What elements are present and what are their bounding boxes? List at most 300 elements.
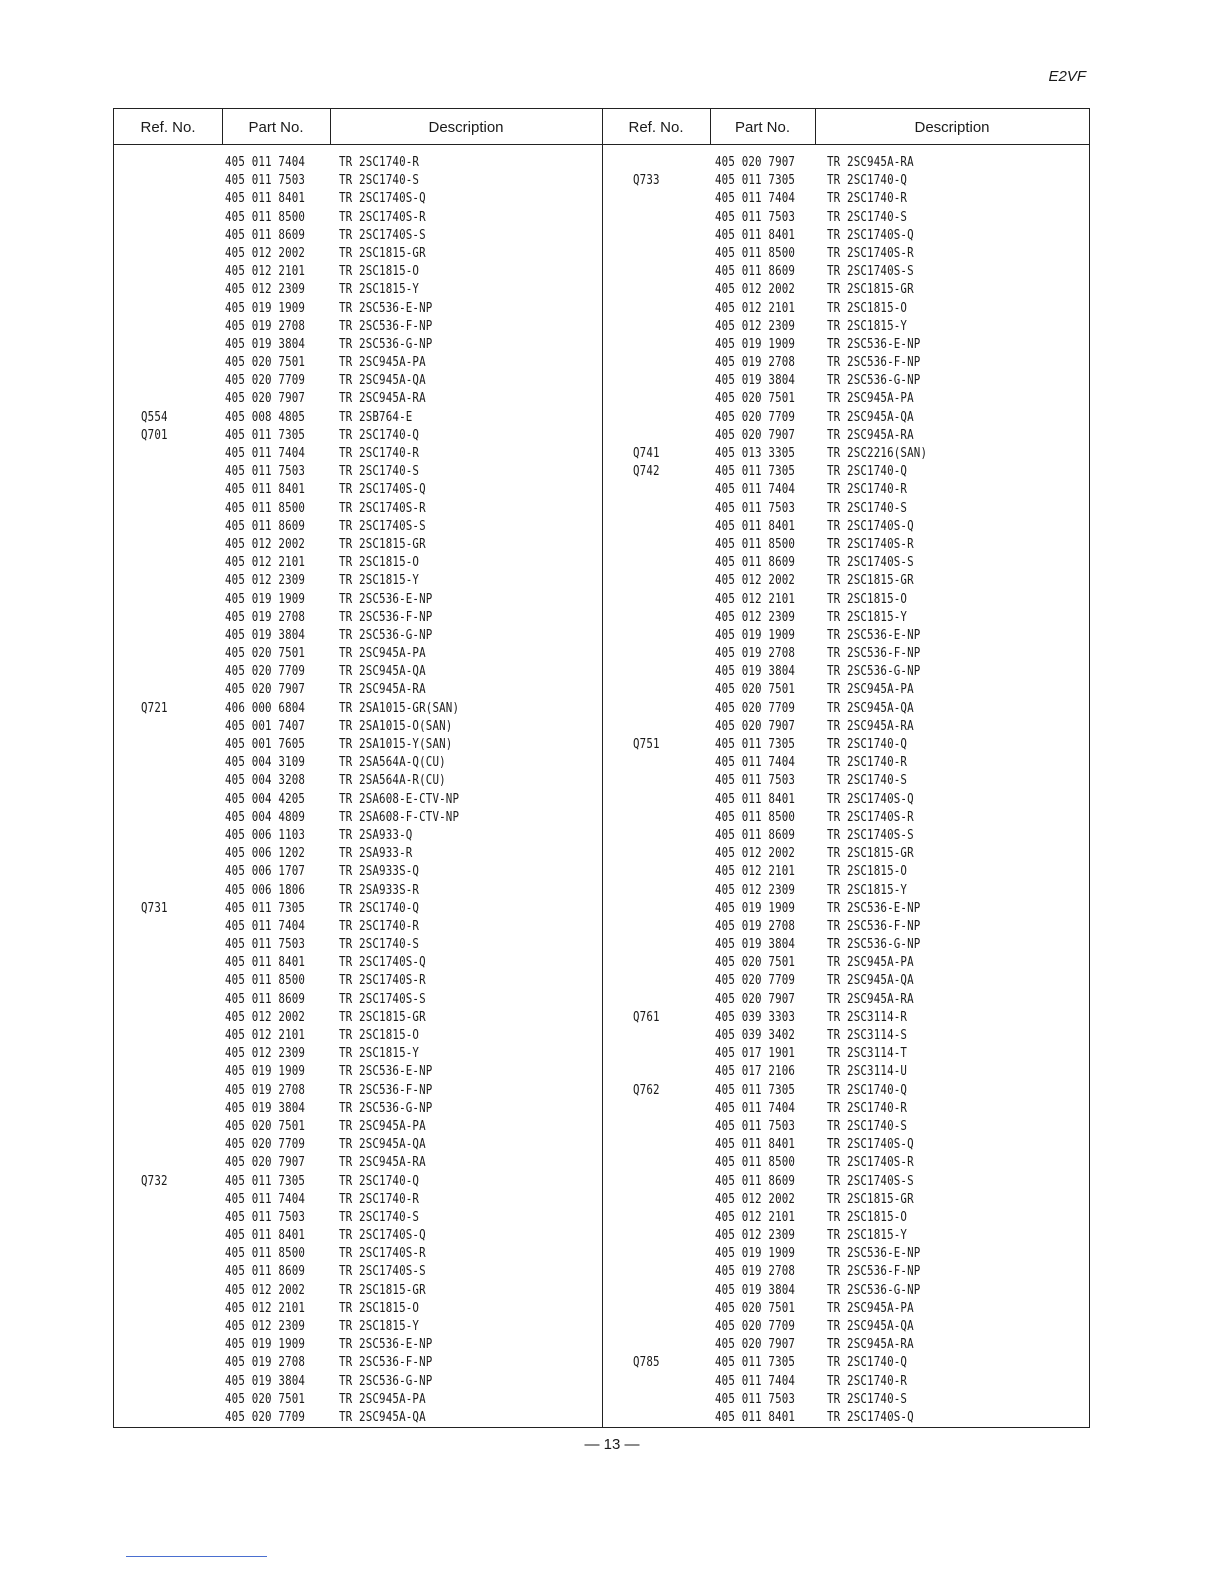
part-no-cell: 405 012 2002 <box>715 846 796 862</box>
description-cell: TR 2SC536-E-NP <box>339 1337 433 1353</box>
ref-no-cell <box>633 1045 660 1063</box>
ref-no-cell <box>141 1045 168 1063</box>
part-no-cell: 405 006 1103 <box>225 827 306 843</box>
description-cell: TR 2SC945A-PA <box>827 682 914 698</box>
description-cell: TR 2SA608-F-CTV-NP <box>339 809 460 825</box>
ref-no-cell <box>141 882 168 900</box>
description-cell: TR 2SC1740-R <box>827 1373 908 1389</box>
description-cell: TR 2SC1740S-S <box>339 991 426 1007</box>
ref-no-cell <box>633 300 660 318</box>
part-no-cell: 405 012 2101 <box>715 300 796 316</box>
part-no-cell: 405 019 3804 <box>715 664 796 680</box>
ref-no-cell <box>633 845 660 863</box>
ref-no-cell <box>141 918 168 936</box>
description-cell: TR 2SC945A-RA <box>827 718 914 734</box>
ref-no-cell <box>141 281 168 299</box>
right-ref-column <box>633 154 666 1427</box>
part-no-cell: 405 020 7709 <box>715 1319 796 1334</box>
ref-no-cell <box>141 1318 168 1336</box>
description-cell: TR 2SC1740S-Q <box>339 191 426 207</box>
part-no-cell: 405 019 1909 <box>225 300 306 316</box>
description-cell: TR 2SC1740-R <box>827 482 908 498</box>
description-cell: TR 2SC945A-QA <box>827 700 914 716</box>
description-cell: TR 2SC1740-Q <box>339 427 420 443</box>
part-no-cell: 405 012 2002 <box>715 573 796 589</box>
ref-no-cell <box>633 209 660 227</box>
description-cell: TR 2SC1740-S <box>339 173 420 189</box>
description-cell: TR 2SC1740-R <box>827 755 908 771</box>
ref-no-cell <box>141 627 168 645</box>
description-cell: TR 2SC1740S-Q <box>827 1137 914 1153</box>
part-no-cell: 405 011 7503 <box>225 464 306 480</box>
part-no-cell: 405 011 7305 <box>715 737 796 752</box>
part-no-cell: 405 020 7501 <box>715 1300 796 1316</box>
ref-no-cell <box>633 1191 660 1209</box>
description-cell: TR 2SA933S-Q <box>339 864 420 880</box>
ref-no-cell <box>141 827 168 845</box>
ref-no-cell <box>141 300 168 318</box>
ref-no-cell <box>633 936 660 954</box>
description-cell: TR 2SC1740S-Q <box>827 518 914 534</box>
description-cell: TR 2SC1815-O <box>827 864 908 880</box>
description-cell: TR 2SC1815-O <box>339 1028 420 1043</box>
description-cell: TR 2SA564A-Q(CU) <box>339 755 446 771</box>
ref-no-cell <box>633 481 660 499</box>
description-cell: TR 2SA1015-GR(SAN) <box>339 700 460 716</box>
ref-no-cell <box>633 645 660 663</box>
description-cell: TR 2SC1815-O <box>827 300 908 316</box>
ref-no-cell <box>141 1154 168 1172</box>
ref-no-cell <box>633 409 660 427</box>
part-no-cell: 405 011 8609 <box>715 264 796 280</box>
part-no-cell: 405 020 7907 <box>225 391 306 407</box>
ref-no-cell <box>633 1282 660 1300</box>
description-cell: TR 2SC1740-Q <box>827 1082 908 1098</box>
part-no-cell: 405 011 8500 <box>225 973 306 989</box>
ref-no-cell <box>633 1336 660 1354</box>
ref-no-cell <box>633 190 660 208</box>
ref-no-cell <box>141 845 168 863</box>
header-description-left: Description <box>428 119 504 136</box>
ref-no-cell <box>633 500 660 518</box>
description-cell: TR 2SC1740-Q <box>827 1355 908 1371</box>
part-no-cell: 405 011 8500 <box>225 500 306 516</box>
part-no-cell: 405 011 7503 <box>715 500 796 516</box>
description-cell: TR 2SC1740S-S <box>827 264 914 280</box>
part-no-cell: 405 012 2309 <box>225 573 306 589</box>
description-cell: TR 2SC1740-S <box>339 1209 420 1225</box>
part-no-cell: 405 020 7501 <box>715 391 796 407</box>
part-no-cell: 405 011 7404 <box>715 482 796 498</box>
part-no-cell: 405 019 1909 <box>715 336 796 352</box>
description-cell: TR 2SC945A-PA <box>339 646 426 662</box>
part-no-cell: 405 020 7709 <box>225 664 306 680</box>
description-cell: TR 2SC1740S-Q <box>827 227 914 243</box>
description-cell: TR 2SC1740S-R <box>339 973 426 989</box>
part-no-cell: 405 011 8500 <box>715 245 796 261</box>
ref-no-cell <box>633 827 660 845</box>
description-cell: TR 2SC536-F-NP <box>339 609 433 625</box>
ref-no-cell <box>633 518 660 536</box>
part-no-cell: 405 012 2002 <box>715 282 796 298</box>
ref-no-cell: Q741 <box>633 446 660 461</box>
ref-no-cell <box>633 972 660 990</box>
ref-no-cell <box>141 754 168 772</box>
ref-no-cell <box>633 772 660 790</box>
part-no-cell: 405 019 1909 <box>225 1337 306 1353</box>
header-part-no-left: Part No. <box>248 119 304 136</box>
part-no-cell: 405 011 8401 <box>225 1228 306 1244</box>
part-no-cell: 406 000 6804 <box>225 700 306 716</box>
part-no-cell: 405 012 2309 <box>225 1046 306 1062</box>
ref-no-cell <box>141 245 168 263</box>
part-no-cell: 405 011 8401 <box>225 191 306 207</box>
header-description-right: Description <box>914 119 990 136</box>
part-no-cell: 405 011 8609 <box>225 1264 306 1280</box>
model-code: E2VF <box>1048 68 1086 85</box>
part-no-cell: 405 011 7305 <box>715 464 796 480</box>
ref-no-cell <box>141 172 168 190</box>
part-no-cell: 405 011 8500 <box>715 536 796 552</box>
description-cell: TR 2SC1740-Q <box>339 900 420 916</box>
description-cell: TR 2SC945A-QA <box>339 664 426 680</box>
description-cell: TR 2SC1740-Q <box>339 1173 420 1189</box>
description-cell: TR 2SC1815-Y <box>339 1319 420 1334</box>
description-cell: TR 2SC1740-S <box>827 1118 908 1134</box>
description-cell: TR 2SC536-F-NP <box>827 646 921 662</box>
description-cell: TR 2SC1740S-Q <box>339 482 426 498</box>
part-no-cell: 405 020 7709 <box>225 1409 306 1425</box>
ref-no-cell <box>141 663 168 681</box>
ref-no-cell <box>141 1082 168 1100</box>
part-no-cell: 405 011 7503 <box>225 173 306 189</box>
description-cell: TR 2SC1740-S <box>827 500 908 516</box>
part-no-cell: 405 011 8401 <box>715 227 796 243</box>
ref-no-cell <box>141 1373 168 1391</box>
part-no-cell: 405 012 2002 <box>225 245 306 261</box>
ref-no-cell <box>141 209 168 227</box>
description-cell: TR 2SC1740S-R <box>339 209 426 225</box>
ref-no-cell <box>633 1136 660 1154</box>
description-cell: TR 2SC1740-S <box>339 937 420 953</box>
part-no-cell: 405 020 7907 <box>715 1337 796 1353</box>
part-no-cell: 405 039 3402 <box>715 1028 796 1043</box>
part-no-cell: 405 011 7503 <box>715 1118 796 1134</box>
ref-no-cell <box>633 318 660 336</box>
part-no-cell: 405 019 3804 <box>715 373 796 389</box>
right-part-column <box>715 154 813 1427</box>
part-no-cell: 405 004 4205 <box>225 791 306 807</box>
part-no-cell: 405 020 7501 <box>715 955 796 971</box>
description-cell: TR 2SA1015-Y(SAN) <box>339 737 453 752</box>
description-cell: TR 2SC1740-R <box>339 1191 420 1207</box>
description-cell: TR 2SC1740-Q <box>827 464 908 480</box>
ref-no-cell <box>633 809 660 827</box>
header-ref-no-right: Ref. No. <box>628 119 684 136</box>
part-no-cell: 405 011 7305 <box>225 427 306 443</box>
ref-no-cell <box>141 572 168 590</box>
part-no-cell: 405 011 7305 <box>715 1355 796 1371</box>
description-cell: TR 2SC536-F-NP <box>339 318 433 334</box>
description-cell: TR 2SC1815-Y <box>827 318 908 334</box>
ref-no-cell <box>633 1409 660 1427</box>
description-cell: TR 2SC1740S-R <box>339 1246 426 1262</box>
ref-no-cell <box>633 427 660 445</box>
part-no-cell: 405 019 3804 <box>225 336 306 352</box>
ref-no-cell <box>633 1100 660 1118</box>
part-no-cell: 405 019 1909 <box>715 1246 796 1262</box>
part-no-cell: 405 011 7305 <box>715 1082 796 1098</box>
ref-no-cell <box>633 954 660 972</box>
ref-no-cell <box>141 500 168 518</box>
part-no-cell: 405 020 7709 <box>225 373 306 389</box>
ref-no-cell: Q731 <box>141 900 168 916</box>
description-cell: TR 2SC536-E-NP <box>827 336 921 352</box>
ref-no-cell <box>141 1227 168 1245</box>
part-no-cell: 405 011 7503 <box>225 1209 306 1225</box>
part-no-cell: 405 019 1909 <box>225 1064 306 1080</box>
description-cell: TR 2SC1815-O <box>827 591 908 607</box>
part-no-cell: 405 019 3804 <box>715 1282 796 1298</box>
description-cell: TR 2SC3114-R <box>827 1009 908 1025</box>
part-no-cell: 405 011 8500 <box>225 1246 306 1262</box>
part-no-cell: 405 011 7305 <box>225 900 306 916</box>
ref-no-cell <box>633 863 660 881</box>
part-no-cell: 405 011 7305 <box>225 1173 306 1189</box>
part-no-cell: 405 011 7404 <box>715 191 796 207</box>
part-no-cell: 405 019 2708 <box>225 318 306 334</box>
ref-no-cell <box>633 372 660 390</box>
ref-no-cell: Q721 <box>141 700 168 716</box>
ref-no-cell <box>141 1263 168 1281</box>
description-cell: TR 2SC945A-RA <box>339 682 426 698</box>
ref-no-cell <box>141 1409 168 1427</box>
description-cell: TR 2SC945A-PA <box>827 1300 914 1316</box>
ref-no-cell <box>141 190 168 208</box>
part-no-cell: 405 012 2002 <box>225 536 306 552</box>
part-no-cell: 405 008 4805 <box>225 409 306 425</box>
ref-no-cell: Q554 <box>141 409 168 425</box>
description-cell: TR 2SC1740S-S <box>827 827 914 843</box>
part-no-cell: 405 011 8609 <box>225 227 306 243</box>
ref-no-cell <box>633 1318 660 1336</box>
part-no-cell: 405 011 8500 <box>715 809 796 825</box>
part-no-cell: 405 006 1707 <box>225 864 306 880</box>
ref-no-cell <box>633 1209 660 1227</box>
parts-table <box>113 108 1090 1428</box>
ref-no-cell <box>633 245 660 263</box>
part-no-cell: 405 011 8609 <box>225 991 306 1007</box>
part-no-cell: 405 019 3804 <box>225 627 306 643</box>
part-no-cell: 405 012 2101 <box>225 1028 306 1043</box>
description-cell: TR 2SC536-E-NP <box>827 627 921 643</box>
description-cell: TR 2SC536-F-NP <box>339 1355 433 1371</box>
part-no-cell: 405 019 2708 <box>715 355 796 371</box>
description-cell: TR 2SC536-G-NP <box>827 937 921 953</box>
column-divider <box>815 109 816 144</box>
part-no-cell: 405 012 2309 <box>715 882 796 898</box>
ref-no-cell <box>141 1336 168 1354</box>
description-cell: TR 2SA933S-R <box>339 882 420 898</box>
ref-no-cell <box>633 1063 660 1081</box>
ref-no-cell <box>141 1391 168 1409</box>
description-cell: TR 2SC1740S-S <box>339 1264 426 1280</box>
part-no-cell: 405 004 4809 <box>225 809 306 825</box>
description-cell: TR 2SC1740S-S <box>339 518 426 534</box>
ref-no-cell <box>141 1191 168 1209</box>
part-no-cell: 405 011 7404 <box>715 1100 796 1116</box>
description-cell: TR 2SC536-G-NP <box>339 1373 433 1389</box>
description-cell: TR 2SC536-G-NP <box>339 1100 433 1116</box>
ref-no-cell <box>141 736 168 754</box>
part-no-cell: 405 012 2101 <box>225 1300 306 1316</box>
ref-no-cell <box>633 627 660 645</box>
description-cell: TR 2SC536-F-NP <box>339 1082 433 1098</box>
description-cell: TR 2SC1815-O <box>339 1300 420 1316</box>
ref-no-cell <box>141 791 168 809</box>
description-cell: TR 2SC1740S-S <box>827 555 914 571</box>
ref-no-cell <box>633 1027 660 1045</box>
ref-no-cell: Q762 <box>633 1082 660 1098</box>
description-cell: TR 2SC945A-RA <box>827 427 914 443</box>
part-no-cell: 405 020 7501 <box>225 646 306 662</box>
part-no-cell: 405 011 8401 <box>715 518 796 534</box>
ref-no-cell <box>141 463 168 481</box>
part-no-cell: 405 011 7503 <box>225 937 306 953</box>
part-no-cell: 405 020 7907 <box>715 155 796 170</box>
description-cell: TR 2SC1740-S <box>827 773 908 789</box>
description-cell: TR 2SC1740S-R <box>827 809 914 825</box>
ref-no-cell: Q733 <box>633 173 660 189</box>
description-cell: TR 2SC945A-RA <box>339 391 426 407</box>
description-cell: TR 2SC945A-QA <box>339 373 426 389</box>
ref-no-cell <box>633 1300 660 1318</box>
part-no-cell: 405 020 7709 <box>715 973 796 989</box>
part-no-cell: 405 020 7709 <box>225 1137 306 1153</box>
ref-no-cell <box>141 445 168 463</box>
description-cell: TR 2SC1815-Y <box>339 573 420 589</box>
ref-no-cell: Q732 <box>141 1173 168 1189</box>
description-cell: TR 2SC536-F-NP <box>827 355 921 371</box>
ref-no-cell <box>141 954 168 972</box>
ref-no-cell <box>633 1227 660 1245</box>
description-cell: TR 2SC1740-R <box>339 918 420 934</box>
part-no-cell: 405 006 1202 <box>225 846 306 862</box>
ref-no-cell <box>141 554 168 572</box>
footer-rule <box>126 1556 267 1557</box>
description-cell: TR 2SC1815-Y <box>827 1228 908 1244</box>
part-no-cell: 405 012 2101 <box>715 1209 796 1225</box>
ref-no-cell <box>141 154 168 172</box>
ref-no-cell <box>633 663 660 681</box>
description-cell: TR 2SC1740-R <box>339 446 420 461</box>
ref-no-cell <box>633 1118 660 1136</box>
description-cell: TR 2SC945A-QA <box>827 409 914 425</box>
part-no-cell: 405 020 7501 <box>715 682 796 698</box>
description-cell: TR 2SC536-F-NP <box>827 918 921 934</box>
description-cell: TR 2SC1740S-Q <box>827 791 914 807</box>
ref-no-cell <box>633 754 660 772</box>
ref-no-cell <box>141 390 168 408</box>
description-cell: TR 2SC1740S-S <box>339 227 426 243</box>
ref-no-cell <box>141 863 168 881</box>
ref-no-cell: Q785 <box>633 1355 660 1371</box>
part-no-cell: 405 019 2708 <box>225 609 306 625</box>
part-no-cell: 405 012 2002 <box>225 1009 306 1025</box>
ref-no-cell: Q742 <box>633 464 660 480</box>
ref-no-cell <box>633 700 660 718</box>
ref-no-cell <box>141 591 168 609</box>
description-cell: TR 2SC1815-Y <box>339 1046 420 1062</box>
ref-no-cell: Q761 <box>633 1009 660 1025</box>
description-cell: TR 2SC945A-PA <box>339 1391 426 1407</box>
ref-no-cell <box>633 336 660 354</box>
description-cell: TR 2SC945A-RA <box>827 155 914 170</box>
ref-no-cell <box>141 1118 168 1136</box>
ref-no-cell <box>141 1027 168 1045</box>
description-cell: TR 2SC536-E-NP <box>827 1246 921 1262</box>
part-no-cell: 405 011 7404 <box>715 755 796 771</box>
part-no-cell: 405 011 8609 <box>715 827 796 843</box>
header-ref-no-left: Ref. No. <box>140 119 196 136</box>
part-no-cell: 405 020 7709 <box>715 409 796 425</box>
description-cell: TR 2SC1740S-Q <box>827 1409 914 1425</box>
ref-no-cell <box>141 1354 168 1372</box>
ref-no-cell <box>633 991 660 1009</box>
part-no-cell: 405 012 2101 <box>225 264 306 280</box>
ref-no-cell <box>141 718 168 736</box>
part-no-cell: 405 012 2101 <box>715 591 796 607</box>
description-cell: TR 2SC536-E-NP <box>827 900 921 916</box>
part-no-cell: 405 011 8401 <box>225 955 306 971</box>
ref-no-cell <box>141 609 168 627</box>
part-no-cell: 405 012 2309 <box>715 1228 796 1244</box>
ref-no-cell <box>141 1136 168 1154</box>
description-cell: TR 2SC1740S-R <box>827 245 914 261</box>
description-cell: TR 2SA933-R <box>339 846 413 862</box>
description-cell: TR 2SA564A-R(CU) <box>339 773 446 789</box>
part-no-cell: 405 012 2101 <box>225 555 306 571</box>
description-cell: TR 2SC536-G-NP <box>827 664 921 680</box>
part-no-cell: 405 011 8609 <box>715 1173 796 1189</box>
description-cell: TR 2SC945A-RA <box>827 1337 914 1353</box>
description-cell: TR 2SC1740-S <box>827 209 908 225</box>
ref-no-cell <box>633 791 660 809</box>
ref-no-cell <box>633 591 660 609</box>
description-cell: TR 2SC3114-S <box>827 1028 908 1043</box>
description-cell: TR 2SC1815-GR <box>339 536 426 552</box>
description-cell: TR 2SC1815-O <box>339 555 420 571</box>
part-no-cell: 405 020 7709 <box>715 700 796 716</box>
part-no-cell: 405 017 1901 <box>715 1046 796 1062</box>
description-cell: TR 2SC945A-PA <box>827 391 914 407</box>
description-cell: TR 2SC1740-Q <box>827 173 908 189</box>
ref-no-cell <box>633 354 660 372</box>
description-cell: TR 2SC1815-GR <box>827 282 914 298</box>
part-no-cell: 405 001 7605 <box>225 737 306 752</box>
description-cell: TR 2SC945A-PA <box>339 355 426 371</box>
description-cell: TR 2SC1815-GR <box>827 846 914 862</box>
description-cell: TR 2SC945A-PA <box>827 955 914 971</box>
ref-no-cell <box>141 809 168 827</box>
ref-no-cell <box>633 281 660 299</box>
ref-no-cell <box>141 1245 168 1263</box>
ref-no-cell <box>141 518 168 536</box>
ref-no-cell <box>633 681 660 699</box>
part-no-cell: 405 012 2309 <box>225 282 306 298</box>
part-no-cell: 405 019 1909 <box>715 900 796 916</box>
ref-no-cell <box>141 1209 168 1227</box>
